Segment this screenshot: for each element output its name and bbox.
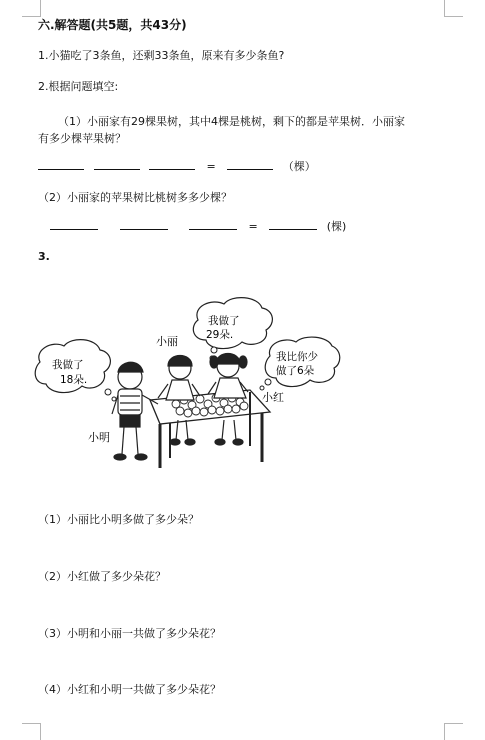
equals-sign: = xyxy=(248,220,258,233)
bubble-text-line: 我做了 xyxy=(208,315,240,327)
unit-label: (棵) xyxy=(326,220,347,233)
table xyxy=(150,390,270,468)
speech-bubble-xiaohong xyxy=(260,337,340,390)
section-title: 六.解答题(共5题，共43分) xyxy=(38,18,187,32)
question-2-part2: （2）小丽家的苹果树比桃树多多少棵？ xyxy=(38,191,232,204)
name-label-xiaohong: 小红 xyxy=(262,391,284,404)
question-3-sub1: （1）小丽比小明多做了多少朵？ xyxy=(38,513,199,526)
question-3-sub3: （3）小明和小丽一共做了多少朵花？ xyxy=(38,627,221,640)
question-3-number: 3. xyxy=(38,250,50,263)
bubble-text-line: 我比你少 xyxy=(276,351,318,363)
name-label-xiaoli: 小丽 xyxy=(156,335,178,348)
question-3-sub4: （4）小红和小明一共做了多少朵花？ xyxy=(38,683,221,696)
bubble-text-line: 我做了 xyxy=(52,359,84,371)
name-label-xiaoming: 小明 xyxy=(88,431,110,444)
question-1: 1.小猫吃了3条鱼，还剩33条鱼，原来有多少条鱼? xyxy=(38,49,285,62)
speech-bubble-xiaoming xyxy=(35,340,116,401)
question-3-sub2: （2）小红做了多少朵花？ xyxy=(38,570,166,583)
question-2-part1-line2: 有多少棵苹果树？ xyxy=(38,132,126,145)
bubble-text-line: 29朵. xyxy=(206,329,234,341)
bubble-text-line: 做了6朵 xyxy=(276,365,315,377)
question-2-header: 2.根据问题填空: xyxy=(38,80,119,93)
speech-bubble-xiaoli xyxy=(193,298,272,360)
question-2-part1-line1: （1）小丽家有29棵果树，其中4棵是桃树，剩下的都是苹果树．小丽家 xyxy=(58,115,405,128)
boy-xiaoming-figure xyxy=(112,362,158,460)
equals-sign: = xyxy=(206,160,216,173)
bubble-text-line: 18朵. xyxy=(60,374,88,386)
unit-label: （棵） xyxy=(282,160,316,173)
